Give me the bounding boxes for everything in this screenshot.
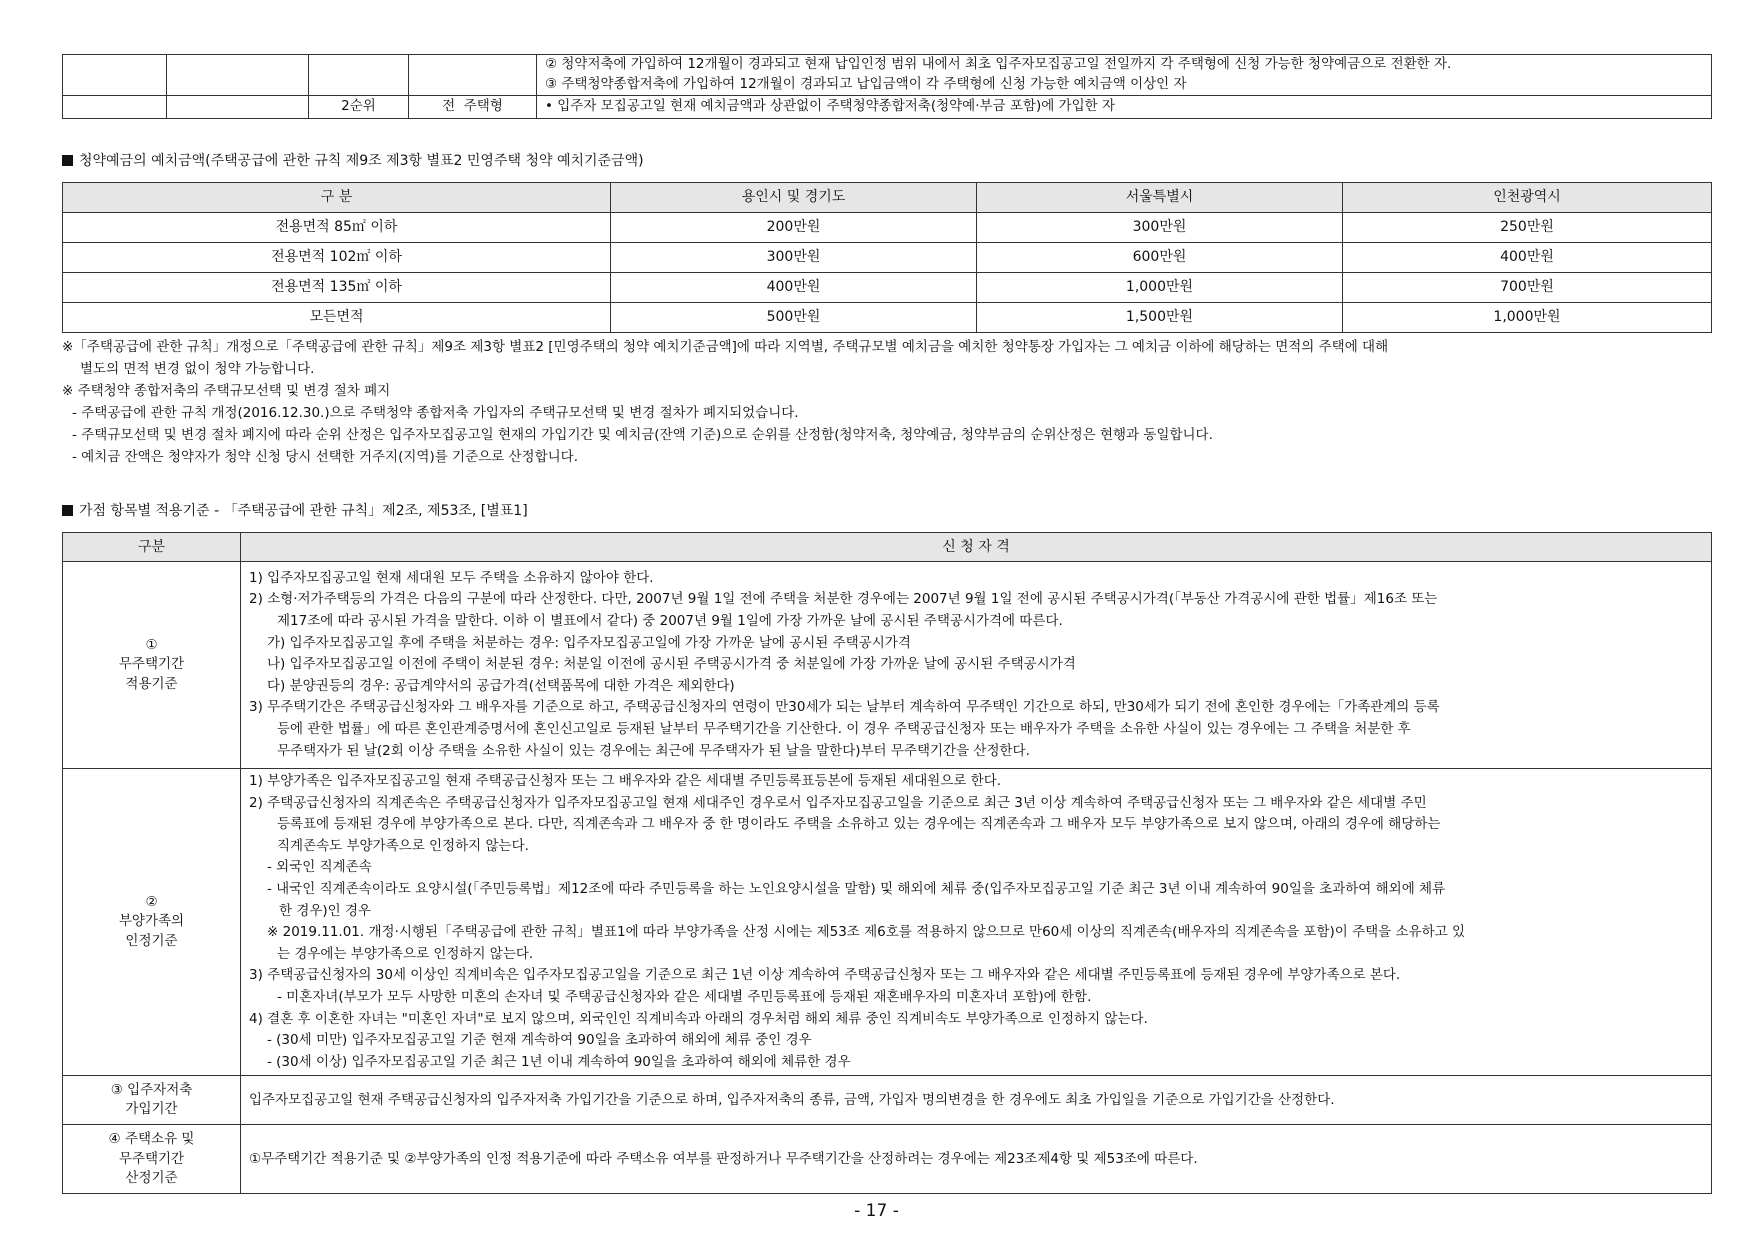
criteria-line: ①무주택기간 적용기준 및 ②부양가족의 인정 적용기준에 따라 주택소유 여부를 판정하거나 무주택기간을 산정하려는 경우에는 제23조제4항 및 제53조에 따른다. bbox=[249, 1150, 1198, 1167]
table-row bbox=[63, 213, 1712, 243]
criteria-line: 입주자모집공고일 현재 주택공급신청자의 입주자저축 가입기간을 기준으로 하며, 입주자저축의 종류, 금액, 가입자 명의변경을 한 경우에도 최초 가입일을 기준으로 가입기간을 산정한다. bbox=[249, 1091, 1335, 1108]
category-label: 산정기준 bbox=[125, 1170, 178, 1187]
note-line: ※「주택공급에 관한 규칙」개정으로「주택공급에 관한 규칙」제9조 제3항 별표2 [민영주택의 청약 예치기준금액]에 따라 지역별, 주택규모별 예치금을 예치한 청약통장 가입자는 그 예치금 이하에 해당하는 면적의 주택에 대해 bbox=[62, 339, 1389, 355]
criteria-section-title bbox=[62, 502, 528, 520]
table-header-row bbox=[63, 533, 1712, 562]
area-cell: 전용면적 102㎡ 이하 bbox=[63, 243, 611, 273]
category-label: 인정기준 bbox=[125, 932, 178, 949]
amount-cell: 400만원 bbox=[1343, 243, 1712, 273]
note-line: - 예치금 잔액은 청약자가 청약 신청 당시 선택한 거주지(지역)를 기준으로 산정합니다. bbox=[72, 449, 579, 465]
deposit-section-title bbox=[62, 152, 644, 170]
amount-cell: 500만원 bbox=[611, 303, 977, 333]
type-cell: 전 주택형 bbox=[409, 96, 537, 119]
area-cell: 모든면적 bbox=[63, 303, 611, 333]
criteria-line: 한 경우)인 경우 bbox=[279, 902, 372, 919]
square-bullet-icon bbox=[62, 155, 73, 166]
category-label: ④ 주택소유 및 bbox=[108, 1130, 195, 1147]
amount-cell: 300만원 bbox=[977, 213, 1343, 243]
criteria-line: 4) 결혼 후 이혼한 자녀는 "미혼인 자녀"로 보지 않으며, 외국인인 직계비속과 아래의 경우처럼 해외 체류 중인 직계비속도 부양가족으로 인정하지 않는다. bbox=[249, 1010, 1148, 1027]
empty-cell bbox=[309, 55, 409, 96]
amount-cell: 250만원 bbox=[1343, 213, 1712, 243]
criteria-content-cell bbox=[241, 562, 1712, 769]
note-line: 별도의 면적 변경 없이 청약 가능합니다. bbox=[80, 361, 315, 377]
category-label: 가입기간 bbox=[125, 1101, 178, 1118]
criteria-line: 1) 입주자모집공고일 현재 세대원 모두 주택을 소유하지 않아야 한다. bbox=[249, 569, 654, 586]
criteria-line: 등록표에 등재된 경우에 부양가족으로 본다. 다만, 직계존속과 그 배우자 중 한 명이라도 주택을 소유하고 있는 경우에는 직계존속과 그 배우자 모두 부양가족으로 보지 않으며, 아래의 경우에 해당하는 bbox=[277, 816, 1441, 833]
qualification-cell: • 입주자 모집공고일 현재 예치금액과 상관없이 주택청약종합저축(청약예·부금 포함)에 가입한 자 bbox=[537, 96, 1712, 119]
criteria-line: - 외국인 직계존속 bbox=[267, 859, 372, 876]
column-header: 구 분 bbox=[63, 183, 611, 213]
criteria-line: 2) 소형·저가주택등의 가격은 다음의 구분에 따라 산정한다. 다만, 2007년 9월 1일 전에 주택을 처분한 경우에는 2007년 9월 1일 전에 공시된 주택공시가격(「부동산 가격공시에 관한 법률」제16조 또는 bbox=[249, 591, 1438, 608]
table-row bbox=[63, 96, 1712, 119]
criteria-line: 나) 입주자모집공고일 이전에 주택이 처분된 경우: 처분일 이전에 공시된 주택공시가격 중 처분일에 가장 가까운 날에 공시된 주택공시가격 bbox=[267, 656, 1076, 673]
criteria-content-cell bbox=[241, 769, 1712, 1076]
criteria-line: 3) 주택공급신청자의 30세 이상인 직계비속은 입주자모집공고일을 기준으로 최근 1년 이상 계속하여 주택공급신청자 또는 그 배우자와 같은 세대별 주민등록표에 등재된 경우에 부양가족으로 본다. bbox=[249, 967, 1401, 984]
criteria-line: - 내국인 직계존속이라도 요양시설(「주민등록법」제12조에 따라 주민등록을 하는 노인요양시설을 말함) 및 해외에 체류 중(입주자모집공고일 기준 최근 3년 이내 계속하여 90일을 초과하여 해외에 체류 bbox=[267, 880, 1446, 897]
note-line: ※ 주택청약 종합저축의 주택규모선택 및 변경 절차 폐지 bbox=[62, 383, 391, 399]
criteria-line: ※ 2019.11.01. 개정·시행된「주택공급에 관한 규칙」별표1에 따라 부양가족을 산정 시에는 제53조 제6호를 적용하지 않으므로 만60세 이상의 직계존속(배우자의 직계존속을 포함)이 주택을 소유하고 있 bbox=[267, 924, 1465, 941]
criteria-line: 가) 입주자모집공고일 후에 주택을 처분하는 경우: 입주자모집공고일에 가장 가까운 날에 공시된 주택공시가격 bbox=[267, 634, 911, 651]
note-line: - 주택공급에 관한 규칙 개정(2016.12.30.)으로 주택청약 종합저축 가입자의 주택규모선택 및 변경 절차가 폐지되었습니다. bbox=[72, 405, 799, 421]
continuation-table bbox=[62, 54, 1712, 119]
category-cell bbox=[63, 1125, 241, 1194]
column-header: 신 청 자 격 bbox=[241, 533, 1712, 562]
category-cell bbox=[63, 562, 241, 769]
deposit-table bbox=[62, 182, 1712, 333]
category-label: ③ 입주자저축 bbox=[110, 1081, 193, 1098]
column-header: 용인시 및 경기도 bbox=[611, 183, 977, 213]
amount-cell: 1,500만원 bbox=[977, 303, 1343, 333]
column-header: 인천광역시 bbox=[1343, 183, 1712, 213]
amount-cell: 300만원 bbox=[611, 243, 977, 273]
criteria-line: - 미혼자녀(부모가 모두 사망한 미혼의 손자녀 및 주택공급신청자와 같은 세대별 주민등록표에 등재된 재혼배우자의 미혼자녀 포함)에 한함. bbox=[277, 988, 1092, 1005]
table-row bbox=[63, 562, 1712, 769]
empty-cell bbox=[167, 55, 309, 96]
criteria-line: 등에 관한 법률」에 따른 혼인관계증명서에 혼인신고일로 등재된 날부터 무주택기간을 기산한다. 이 경우 주택공급신청자 또는 배우자가 주택을 소유한 사실이 있는 경우에는 그 주택을 처분한 후 bbox=[277, 720, 1411, 737]
amount-cell: 200만원 bbox=[611, 213, 977, 243]
amount-cell: 400만원 bbox=[611, 273, 977, 303]
amount-cell: 1,000만원 bbox=[1343, 303, 1712, 333]
amount-cell: 600만원 bbox=[977, 243, 1343, 273]
empty-cell bbox=[63, 55, 167, 96]
amount-cell: 1,000만원 bbox=[977, 273, 1343, 303]
table-row bbox=[63, 769, 1712, 1076]
table-row bbox=[63, 1076, 1712, 1125]
category-label: 부양가족의 bbox=[118, 913, 185, 930]
table-row bbox=[63, 1125, 1712, 1194]
criteria-title-text: 가점 항목별 적용기준 - 「주택공급에 관한 규칙」제2조, 제53조, [별표1] bbox=[79, 503, 528, 519]
criteria-content-cell bbox=[241, 1125, 1712, 1194]
table-row bbox=[63, 55, 1712, 76]
category-cell bbox=[63, 1076, 241, 1125]
criteria-line: 3) 무주택기간은 주택공급신청자와 그 배우자를 기준으로 하고, 주택공급신청자의 연령이 만30세가 되는 날부터 계속하여 무주택인 기간으로 하되, 만30세가 되기 전에 혼인한 경우에는「가족관계의 등록 bbox=[249, 699, 1440, 716]
qualification-text: ② 청약저축에 가입하여 12개월이 경과되고 현재 납입인정 범위 내에서 최초 입주자모집공고일 전일까지 각 주택형에 신청 가능한 청약예금으로 전환한 자. bbox=[545, 56, 1452, 73]
criteria-line: 무주택자가 된 날(2회 이상 주택을 소유한 사실이 있는 경우에는 최근에 무주택자가 된 날을 말한다)부터 무주택기간을 산정한다. bbox=[277, 742, 1030, 759]
criteria-line: 직계존속도 부양가족으로 인정하지 않는다. bbox=[277, 837, 529, 854]
empty-cell bbox=[167, 96, 309, 119]
empty-cell bbox=[63, 96, 167, 119]
notes-block bbox=[62, 336, 1722, 468]
rank-cell: 2순위 bbox=[309, 96, 409, 119]
page-number: - 17 - bbox=[854, 1201, 899, 1221]
category-label: 적용기준 bbox=[125, 675, 178, 692]
area-cell: 전용면적 135㎡ 이하 bbox=[63, 273, 611, 303]
note-line: - 주택규모선택 및 변경 절차 폐지에 따라 순위 산정은 입주자모집공고일 현재의 가입기간 및 예치금(잔액 기준)으로 순위를 산정함(청약저축, 청약예금, 청약부금의 순위산정은 현행과 동일합니다. bbox=[72, 427, 1213, 443]
criteria-line: 1) 부양가족은 입주자모집공고일 현재 주택공급신청자 또는 그 배우자와 같은 세대별 주민등록표등본에 등재된 세대원으로 한다. bbox=[249, 773, 1002, 789]
criteria-table bbox=[62, 532, 1712, 1194]
criteria-line: 2) 주택공급신청자의 직계존속은 주택공급신청자가 입주자모집공고일 현재 세대주인 경우로서 입주자모집공고일을 기준으로 최근 3년 이상 계속하여 주택공급신청자 또는 그 배우자와 같은 세대별 주민 bbox=[249, 794, 1427, 811]
category-label: 무주택기간 bbox=[118, 1150, 185, 1167]
area-cell: 전용면적 85㎡ 이하 bbox=[63, 213, 611, 243]
category-label: ① bbox=[145, 636, 158, 653]
square-bullet-icon bbox=[62, 505, 73, 516]
criteria-line: - (30세 미만) 입주자모집공고일 기준 현재 계속하여 90일을 초과하여 해외에 체류 중인 경우 bbox=[267, 1032, 812, 1049]
category-label: 무주택기간 bbox=[118, 656, 185, 673]
category-label: ② bbox=[145, 893, 158, 910]
criteria-line: 는 경우에는 부양가족으로 인정하지 않는다. bbox=[277, 945, 534, 962]
table-row bbox=[63, 303, 1712, 333]
criteria-line: 다) 분양권등의 경우: 공급계약서의 공급가격(선택품목에 대한 가격은 제외한다) bbox=[267, 677, 735, 694]
qualification-cell bbox=[537, 55, 1712, 76]
table-header-row bbox=[63, 183, 1712, 213]
qualification-cell bbox=[537, 75, 1712, 96]
column-header: 서울특별시 bbox=[977, 183, 1343, 213]
table-row bbox=[63, 243, 1712, 273]
table-row bbox=[63, 273, 1712, 303]
criteria-line: - (30세 이상) 입주자모집공고일 기준 최근 1년 이내 계속하여 90일을 초과하여 해외에 체류한 경우 bbox=[267, 1053, 851, 1070]
qualification-text: ③ 주택청약종합저축에 가입하여 12개월이 경과되고 납입금액이 각 주택형에 신청 가능한 예치금액 이상인 자 bbox=[545, 76, 1187, 93]
deposit-title-text: 청약예금의 예치금액(주택공급에 관한 규칙 제9조 제3항 별표2 민영주택 청약 예치기준금액) bbox=[79, 153, 644, 169]
column-header: 구분 bbox=[63, 533, 241, 562]
amount-cell: 700만원 bbox=[1343, 273, 1712, 303]
criteria-line: 제17조에 따라 공시된 가격을 말한다. 이하 이 별표에서 같다) 중 2007년 9월 1일에 가장 가까운 날에 공시된 주택공시가격에 따른다. bbox=[277, 613, 1063, 630]
criteria-content-cell bbox=[241, 1076, 1712, 1125]
empty-cell bbox=[409, 55, 537, 96]
category-cell bbox=[63, 769, 241, 1076]
